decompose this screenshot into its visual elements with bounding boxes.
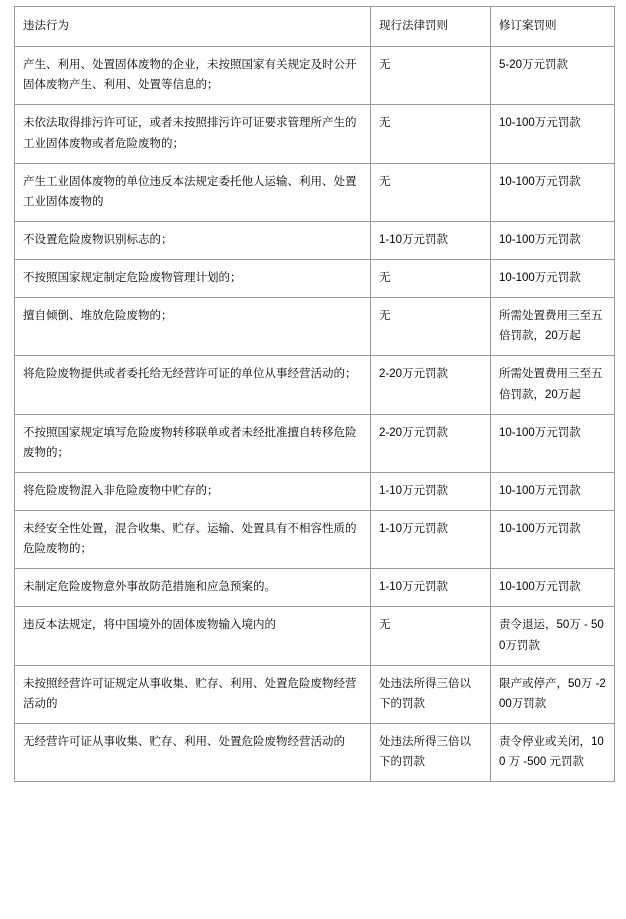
cell-behavior: 将危险废物提供或者委托给无经营许可证的单位从事经营活动的； [15,356,371,414]
table-row [15,472,615,510]
penalty-comparison-table [14,6,615,782]
table-header [15,7,615,47]
column-header-current-text: 现行法律罚则 [379,20,448,32]
cell-behavior: 未经安全性处置，混合收集、贮存、运输、处置具有不相容性质的危险废物的； [15,511,371,569]
cell-current: 无 [371,163,491,221]
cell-current: 无 [371,607,491,665]
column-header-revised-text: 修订案罚则 [499,20,557,32]
table-body [15,47,615,782]
column-header-revised [491,7,615,47]
cell-behavior: 违反本法规定，将中国境外的固体废物输入境内的 [15,607,371,665]
cell-revised: 所需处置费用三至五倍罚款，20万起 [491,356,615,414]
cell-revised: 责令停业或关闭，100 万 -500 元罚款 [491,723,615,781]
table-row [15,105,615,163]
cell-behavior: 擅自倾倒、堆放危险废物的； [15,298,371,356]
cell-behavior: 产生工业固体废物的单位违反本法规定委托他人运输、利用、处置工业固体废物的 [15,163,371,221]
cell-revised: 所需处置费用三至五倍罚款，20万起 [491,298,615,356]
cell-revised: 10-100万元罚款 [491,414,615,472]
cell-current: 1-10万元罚款 [371,472,491,510]
cell-behavior: 将危险废物混入非危险废物中贮存的； [15,472,371,510]
table-row [15,163,615,221]
cell-revised: 10-100万元罚款 [491,511,615,569]
table-row [15,414,615,472]
cell-behavior: 不按照国家规定填写危险废物转移联单或者未经批准擅自转移危险废物的； [15,414,371,472]
cell-revised: 10-100万元罚款 [491,569,615,607]
cell-current: 无 [371,260,491,298]
table-header-row [15,7,615,47]
cell-current: 1-10万元罚款 [371,511,491,569]
cell-current: 处违法所得三倍以下的罚款 [371,665,491,723]
table-row [15,723,615,781]
cell-current: 无 [371,105,491,163]
cell-current: 处违法所得三倍以下的罚款 [371,723,491,781]
cell-revised: 10-100万元罚款 [491,221,615,259]
cell-behavior: 未按照经营许可证规定从事收集、贮存、利用、处置危险废物经营活动的 [15,665,371,723]
cell-revised: 5-20万元罚款 [491,47,615,105]
table-row [15,356,615,414]
column-header-current [371,7,491,47]
table-row [15,607,615,665]
cell-behavior: 无经营许可证从事收集、贮存、利用、处置危险废物经营活动的 [15,723,371,781]
cell-revised: 10-100万元罚款 [491,260,615,298]
cell-behavior: 不设置危险废物识别标志的； [15,221,371,259]
cell-revised: 限产或停产，50万 -200万罚款 [491,665,615,723]
cell-revised: 10-100万元罚款 [491,105,615,163]
cell-behavior: 不按照国家规定制定危险废物管理计划的； [15,260,371,298]
cell-current: 1-10万元罚款 [371,569,491,607]
table-row [15,569,615,607]
cell-behavior: 未依法取得排污许可证，或者未按照排污许可证要求管理所产生的工业固体废物或者危险废物的； [15,105,371,163]
table-row [15,665,615,723]
table-row [15,47,615,105]
cell-current: 无 [371,47,491,105]
cell-behavior: 未制定危险废物意外事故防范措施和应急预案的。 [15,569,371,607]
cell-revised: 10-100万元罚款 [491,163,615,221]
table-row [15,298,615,356]
cell-current: 2-20万元罚款 [371,414,491,472]
cell-behavior: 产生、利用、处置固体废物的企业，未按照国家有关规定及时公开固体废物产生、利用、处置等信息的； [15,47,371,105]
column-header-behavior [15,7,371,47]
table-row [15,260,615,298]
cell-current: 无 [371,298,491,356]
cell-current: 1-10万元罚款 [371,221,491,259]
column-header-behavior-text: 违法行为 [23,20,69,32]
cell-revised: 10-100万元罚款 [491,472,615,510]
table-row [15,221,615,259]
table-row [15,511,615,569]
cell-revised: 责令退运，50万 - 500万罚款 [491,607,615,665]
cell-current: 2-20万元罚款 [371,356,491,414]
